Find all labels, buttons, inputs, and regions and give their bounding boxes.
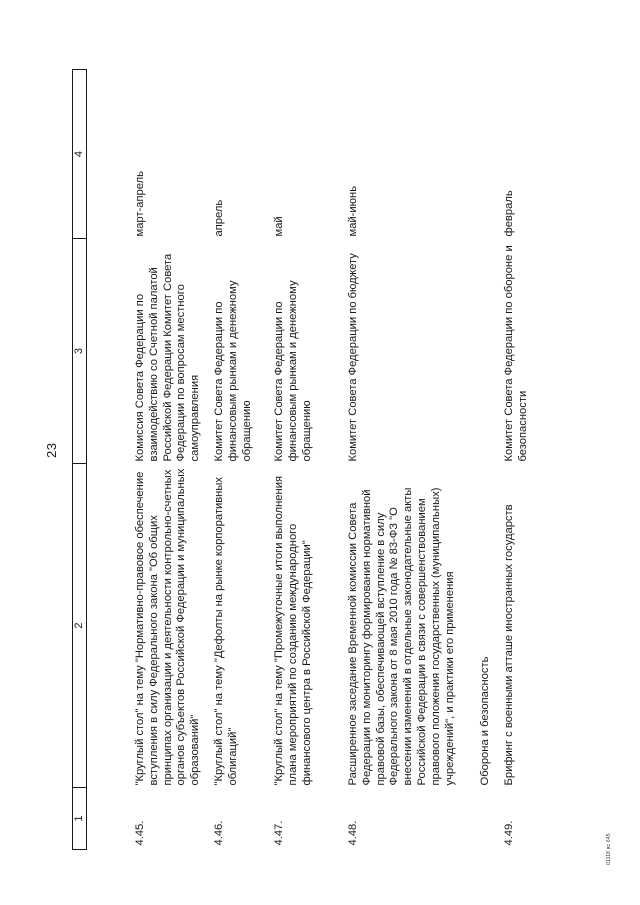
event-period: февраль bbox=[502, 190, 515, 237]
event-period: май-июнь bbox=[346, 185, 359, 237]
responsible-body: Комиссия Совета Федерации по взаимодействию со Счетной палатой Российской Федерации Комитет Совета Федерации по вопросам местного самоуправления bbox=[134, 253, 202, 462]
page-number: 23 bbox=[44, 442, 59, 458]
table-row bbox=[339, 70, 471, 850]
event-title: "Круглый стол" на тему "Дефолты на рынке корпоративных облигаций" bbox=[212, 477, 239, 786]
event-period: май bbox=[272, 216, 285, 237]
table-row bbox=[499, 70, 533, 850]
responsible-body: Комитет Совета Федерации по финансовым рынкам и денежному обращению bbox=[272, 280, 313, 462]
column-number-4: 4 bbox=[73, 70, 87, 239]
event-title: "Круглый стол" на тему "Нормативно-правовое обеспечение вступления в силу Федерального закона "Об общих принципах организации и деятельности контрольно-счетных органов субъектов Российской Федерации и муниципальных образований" bbox=[134, 468, 202, 786]
section-row bbox=[471, 70, 499, 850]
table-row bbox=[265, 70, 339, 850]
event-title: Брифинг с военными атташе иностранных государств bbox=[502, 504, 515, 786]
item-number: 4.46. bbox=[212, 820, 225, 846]
events-table bbox=[72, 69, 533, 850]
event-title: "Круглый стол" на тему "Промежуточные итоги выполнения плана мероприятий по созданию международного финансового центра в Российской Федерации" bbox=[272, 475, 313, 786]
event-period: март-апрель bbox=[134, 171, 146, 237]
responsible-body: Комитет Совета Федерации по бюджету bbox=[346, 253, 359, 462]
event-title: Расширенное заседание Временной комиссии Совета Федерации по мониторингу формирования нормативной правовой базы, обеспечивающей вступление в силу Федерального закона от 8 мая 2010 года № 83-ФЗ "О внесении изменений в отдельные законодательные акты Российской Федерации в связи с совершенствованием правового положения государственных (муниципальных) учреждений", и практики его применения bbox=[346, 487, 456, 786]
event-period: апрель bbox=[212, 199, 225, 237]
item-number: 4.47. bbox=[272, 820, 285, 846]
item-number: 4.49. bbox=[502, 820, 515, 846]
column-number-2: 2 bbox=[73, 464, 87, 788]
responsible-body: Комитет Совета Федерации по финансовым рынкам и денежному обращению bbox=[212, 280, 253, 462]
column-number-1: 1 bbox=[73, 788, 87, 850]
item-number: 4.45. bbox=[134, 820, 146, 846]
section-title: Оборона и безопасность bbox=[478, 656, 491, 786]
document-code: 01118 вс 645 bbox=[606, 833, 612, 865]
table-row bbox=[87, 70, 203, 850]
table-row bbox=[203, 70, 265, 850]
item-number: 4.48. bbox=[346, 820, 359, 846]
responsible-body: Комитет Совета Федерации по обороне и безопасности bbox=[502, 245, 529, 462]
column-number-3: 3 bbox=[73, 239, 87, 464]
column-number-row bbox=[73, 70, 87, 850]
